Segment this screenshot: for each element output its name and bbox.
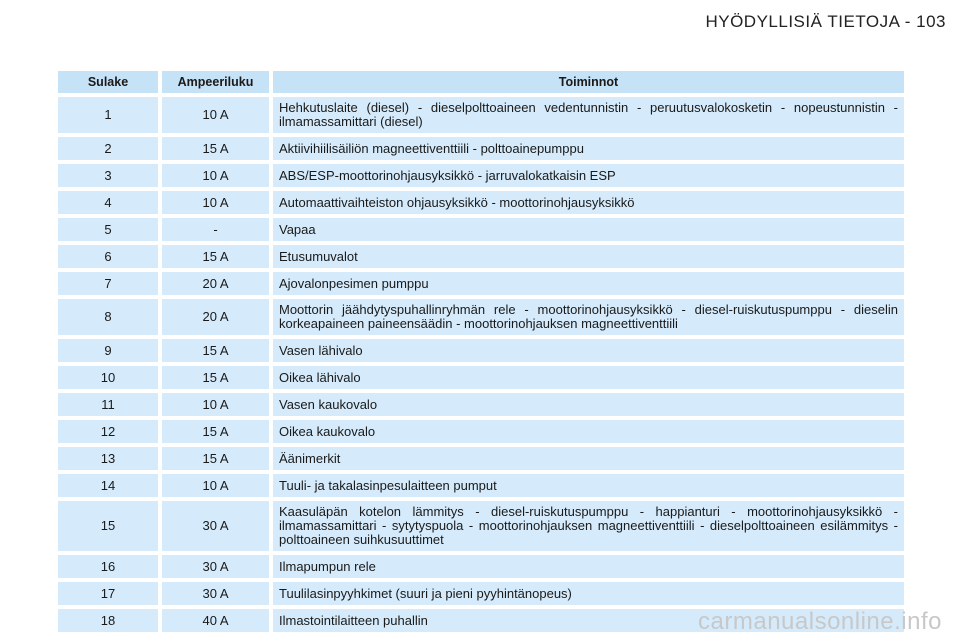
cell-fuse: 11 [58, 393, 162, 416]
header-fuse: Sulake [58, 71, 162, 93]
fuse-table [58, 67, 904, 636]
page-title: HYÖDYLLISIÄ TIETOJA - 103 [705, 12, 946, 31]
cell-amperage: 15 A [162, 245, 273, 268]
cell-amperage: 30 A [162, 501, 273, 551]
cell-amperage: 15 A [162, 339, 273, 362]
table-row [58, 474, 904, 497]
watermark: carmanualsonline.info [698, 608, 942, 635]
fuse-table-body [58, 97, 904, 632]
table-row [58, 366, 904, 389]
cell-fuse: 12 [58, 420, 162, 443]
cell-amperage: 10 A [162, 97, 273, 133]
cell-function: Kaasuläpän kotelon lämmitys - diesel-ruiskutuspumppu - happianturi - moottorinohjausyksikkö - ilmamassamittari - sytytyspuola - moottorinohjauksen magneettiventtiili - dieselpolttoaineen esilämmitys - polttoaineen suihkusuuttimet [273, 501, 904, 551]
cell-fuse: 8 [58, 299, 162, 335]
cell-fuse: 7 [58, 272, 162, 295]
table-row [58, 164, 904, 187]
cell-function: Automaattivaihteiston ohjausyksikkö - moottorinohjausyksikkö [273, 191, 904, 214]
cell-amperage: 40 A [162, 609, 273, 632]
cell-fuse: 16 [58, 555, 162, 578]
cell-function: Etusumuvalot [273, 245, 904, 268]
table-row [58, 447, 904, 470]
cell-amperage: 30 A [162, 555, 273, 578]
cell-fuse: 13 [58, 447, 162, 470]
cell-fuse: 9 [58, 339, 162, 362]
cell-fuse: 10 [58, 366, 162, 389]
cell-function: Ilmastointilaitteen puhallin [273, 609, 904, 632]
cell-fuse: 15 [58, 501, 162, 551]
cell-fuse: 14 [58, 474, 162, 497]
cell-amperage: 20 A [162, 272, 273, 295]
header-function: Toiminnot [273, 71, 904, 93]
table-row [58, 339, 904, 362]
cell-function: Vasen kaukovalo [273, 393, 904, 416]
cell-function: Moottorin jäähdytyspuhallinryhmän rele - moottorinohjausyksikkö - diesel-ruiskutuspumppu - dieselin korkeapaineen paineensäädin - moottorinohjauksen magneettiventtiili [273, 299, 904, 335]
cell-amperage: 15 A [162, 137, 273, 160]
cell-function: Hehkutuslaite (diesel) - dieselpolttoaineen vedentunnistin - peruutusvalokosketin - nopeustunnistin - ilmamassamittari (diesel) [273, 97, 904, 133]
cell-function: Oikea kaukovalo [273, 420, 904, 443]
header-amperage: Ampeeriluku [162, 71, 273, 93]
table-row [58, 501, 904, 551]
table-row [58, 245, 904, 268]
cell-fuse: 2 [58, 137, 162, 160]
cell-function: Vasen lähivalo [273, 339, 904, 362]
table-row [58, 218, 904, 241]
cell-fuse: 17 [58, 582, 162, 605]
table-row [58, 299, 904, 335]
cell-fuse: 6 [58, 245, 162, 268]
cell-fuse: 3 [58, 164, 162, 187]
cell-function: Tuulilasinpyyhkimet (suuri ja pieni pyyhintänopeus) [273, 582, 904, 605]
table-row [58, 97, 904, 133]
cell-amperage: 10 A [162, 393, 273, 416]
table-row [58, 191, 904, 214]
table-row [58, 393, 904, 416]
table-row [58, 137, 904, 160]
table-row [58, 420, 904, 443]
table-row [58, 555, 904, 578]
cell-amperage: 10 A [162, 191, 273, 214]
cell-function: Ajovalonpesimen pumppu [273, 272, 904, 295]
table-row [58, 272, 904, 295]
table-row [58, 582, 904, 605]
cell-function: Vapaa [273, 218, 904, 241]
cell-function: Ilmapumpun rele [273, 555, 904, 578]
cell-amperage: 15 A [162, 420, 273, 443]
cell-amperage: 10 A [162, 164, 273, 187]
table-header-row [58, 71, 904, 93]
cell-amperage: 10 A [162, 474, 273, 497]
cell-function: Tuuli- ja takalasinpesulaitteen pumput [273, 474, 904, 497]
cell-amperage: - [162, 218, 273, 241]
cell-fuse: 1 [58, 97, 162, 133]
cell-function: Äänimerkit [273, 447, 904, 470]
cell-fuse: 4 [58, 191, 162, 214]
cell-function: ABS/ESP-moottorinohjausyksikkö - jarruvalokatkaisin ESP [273, 164, 904, 187]
cell-function: Aktiivihiilisäiliön magneettiventtiili - polttoainepumppu [273, 137, 904, 160]
cell-fuse: 5 [58, 218, 162, 241]
cell-fuse: 18 [58, 609, 162, 632]
cell-amperage: 20 A [162, 299, 273, 335]
cell-amperage: 15 A [162, 366, 273, 389]
cell-function: Oikea lähivalo [273, 366, 904, 389]
cell-amperage: 15 A [162, 447, 273, 470]
cell-amperage: 30 A [162, 582, 273, 605]
